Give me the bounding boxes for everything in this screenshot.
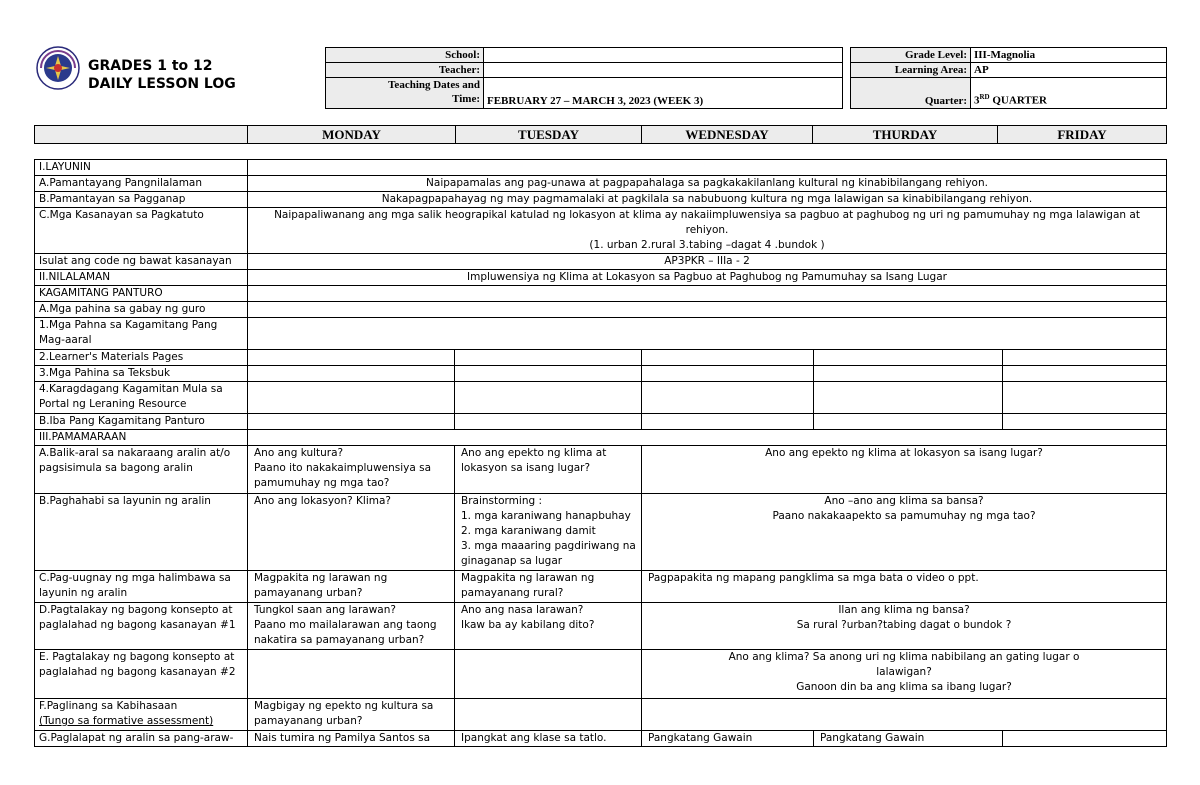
row-label-pagtalakay-1: D.Pagtalakay ng bagong konsepto at paglalahad ng bagong kasanayan #1 — [35, 603, 248, 650]
lesson-log-table — [34, 159, 1167, 747]
code-text: AP3PKR – IIIa - 2 — [248, 254, 1167, 270]
day-tuesday: TUESDAY — [456, 126, 642, 144]
table-row — [35, 446, 1167, 494]
title-line-1: GRADES 1 to 12 — [88, 58, 213, 74]
grade-level-field[interactable]: III-Magnolia — [971, 48, 1167, 63]
table-row — [35, 731, 1167, 747]
days-header-row — [34, 125, 1167, 144]
balik-aral-monday: Ano ang kultura? Paano ito nakakaimpluwensiya sa pamumuhay ng mga tao? — [248, 446, 455, 494]
table-row — [35, 430, 1167, 446]
row-label-layunin: I.LAYUNIN — [35, 160, 248, 176]
row-label-balik-aral: A.Balik-aral sa nakaraang aralin at/o pagsisimula sa bagong aralin — [35, 446, 248, 494]
grade-level-label: Grade Level: — [851, 48, 971, 63]
row-label-pag-uugnay: C.Pag-uugnay ng mga halimbawa sa layunin ng aralin — [35, 571, 248, 603]
row-label-nilalaman: II.NILALAMAN — [35, 270, 248, 286]
table-row — [35, 270, 1167, 286]
row-label-paglalapat: G.Paglalapat ng aralin sa pang-araw- — [35, 731, 248, 747]
paghahabi-wed-fri: Ano –ano ang klima sa bansa? Paano nakakaapekto sa pamumuhay ng mga tao? — [642, 494, 1167, 571]
pamantayan-sa-pagganap-text: Nakapagpapahayag ng may pagmamalaki at pagkilala sa nabubuong kultura ng mga lalawigan sa kinabibilangang rehiyon. — [248, 192, 1167, 208]
row-label-iba-pang: B.Iba Pang Kagamitang Panturo — [35, 414, 248, 430]
quarter-label: Quarter: — [851, 78, 971, 109]
teacher-label: Teacher: — [326, 63, 484, 78]
table-row — [35, 192, 1167, 208]
table-row — [35, 350, 1167, 366]
table-row — [35, 699, 1167, 731]
deped-seal-icon — [36, 46, 80, 90]
teaching-dates-field[interactable]: FEBRUARY 27 – MARCH 3, 2023 (WEEK 3) — [484, 78, 843, 109]
pamantayang-pangnilalaman-text: Naipapamalas ang pag-unawa at pagpapahalaga sa pagkakakilanlang kultural ng kinabibilangang rehiyon. — [248, 176, 1167, 192]
day-thursday: THURDAY — [813, 126, 998, 144]
school-field[interactable] — [484, 48, 843, 63]
pag-uugnay-wed-fri: Pagpapakita ng mapang pangklima sa mga bata o video o ppt. — [642, 571, 1167, 603]
day-wednesday: WEDNESDAY — [642, 126, 813, 144]
table-row — [35, 414, 1167, 430]
row-label-pamantayan-sa-pagganap: B.Pamantayan sa Pagganap — [35, 192, 248, 208]
row-label-gabay-guro: A.Mga pahina sa gabay ng guro — [35, 302, 248, 318]
table-row — [35, 176, 1167, 192]
paghahabi-tuesday: Brainstorming : 1. mga karaniwang hanapbuhay 2. mga karaniwang damit 3. mga maaaring pagdiriwang na ginaganap sa lugar — [455, 494, 642, 571]
table-row — [35, 286, 1167, 302]
school-label: School: — [326, 48, 484, 63]
row-label-pagtalakay-2: E. Pagtalakay ng bagong konsepto at paglalahad ng bagong kasanayan #2 — [35, 650, 248, 699]
balik-aral-wed-fri: Ano ang epekto ng klima at lokasyon sa isang lugar? — [642, 446, 1167, 494]
table-row — [35, 603, 1167, 650]
paghahabi-monday: Ano ang lokasyon? Klima? — [248, 494, 455, 571]
row-label-paglinang: F.Paglinang sa Kabihasaan (Tungo sa formative assessment) — [35, 699, 248, 731]
row-label-teksbuk: 3.Mga Pahina sa Teksbuk — [35, 366, 248, 382]
pagtalakay-1-tuesday: Ano ang nasa larawan? Ikaw ba ay kabilang dito? — [455, 603, 642, 650]
pag-uugnay-monday: Magpakita ng larawan ng pamayanang urban? — [248, 571, 455, 603]
table-row — [35, 571, 1167, 603]
pagtalakay-2-wed-fri: Ano ang klima? Sa anong uri ng klima nabibilang an gating lugar o lalawigan? Ganoon din ba ang klima sa ibang lugar? — [642, 650, 1167, 699]
paglinang-monday: Magbigay ng epekto ng kultura sa pamayanang urban? — [248, 699, 455, 731]
pagtalakay-1-monday: Tungkol saan ang larawan? Paano mo mailalarawan ang taong nakatira sa pamayanang urban? — [248, 603, 455, 650]
header-info-table — [325, 47, 1167, 109]
day-monday: MONDAY — [248, 126, 456, 144]
balik-aral-tuesday: Ano ang epekto ng klima at lokasyon sa isang lugar? — [455, 446, 642, 494]
row-label-pamantayang-pangnilalaman: A.Pamantayang Pangnilalaman — [35, 176, 248, 192]
document-title — [88, 57, 236, 93]
table-row — [35, 494, 1167, 571]
kasanayan-text: Naipapaliwanang ang mga salik heograpikal katulad ng lokasyon at klima ay nakaiimpluwensiya sa pagbuo at paghubog ng uri ng pamumuhay ng mga lalawigan at rehiyon. (1. urban 2.rural 3.tabing –dagat 4 .bundok ) — [248, 208, 1167, 254]
table-row — [35, 650, 1167, 699]
row-label-pamamaraan: III.PAMAMARAAN — [35, 430, 248, 446]
pagtalakay-1-wed-fri: Ilan ang klima ng bansa? Sa rural ?urban?tabing dagat o bundok ? — [642, 603, 1167, 650]
paglalapat-monday: Nais tumira ng Pamilya Santos sa — [248, 731, 455, 747]
title-line-2: DAILY LESSON LOG — [88, 76, 236, 92]
row-label-code: Isulat ang code ng bawat kasanayan — [35, 254, 248, 270]
days-blank-cell — [35, 126, 248, 144]
nilalaman-text: Impluwensiya ng Klima at Lokasyon sa Pagbuo at Paghubog ng Pamumuhay sa Isang Lugar — [248, 270, 1167, 286]
row-label-kagamitang-mag-aaral: 1.Mga Pahna sa Kagamitang Pang Mag-aaral — [35, 318, 248, 350]
table-row — [35, 254, 1167, 270]
row-label-kagamitang-panturo: KAGAMITANG PANTURO — [35, 286, 248, 302]
table-row — [35, 366, 1167, 382]
paglalapat-tuesday: Ipangkat ang klase sa tatlo. — [455, 731, 642, 747]
row-label-learners-materials: 2.Learner's Materials Pages — [35, 350, 248, 366]
table-row — [35, 302, 1167, 318]
teacher-field[interactable] — [484, 63, 843, 78]
table-row — [35, 208, 1167, 254]
row-label-kasanayan: C.Mga Kasanayan sa Pagkatuto — [35, 208, 248, 254]
table-row — [35, 160, 1167, 176]
learning-area-label: Learning Area: — [851, 63, 971, 78]
paglalapat-thursday: Pangkatang Gawain — [814, 731, 1003, 747]
paglalapat-wednesday: Pangkatang Gawain — [642, 731, 814, 747]
quarter-field[interactable]: 3RD QUARTER — [971, 78, 1167, 109]
teaching-dates-label: Teaching Dates and Time: — [326, 78, 484, 109]
pag-uugnay-tuesday: Magpakita ng larawan ng pamayanang rural? — [455, 571, 642, 603]
day-friday: FRIDAY — [998, 126, 1167, 144]
row-label-karagdagang-kagamitan: 4.Karagdagang Kagamitan Mula sa Portal ng Leraning Resource — [35, 382, 248, 414]
learning-area-field[interactable]: AP — [971, 63, 1167, 78]
table-row — [35, 318, 1167, 350]
row-label-paghahabi: B.Paghahabi sa layunin ng aralin — [35, 494, 248, 571]
table-row — [35, 382, 1167, 414]
